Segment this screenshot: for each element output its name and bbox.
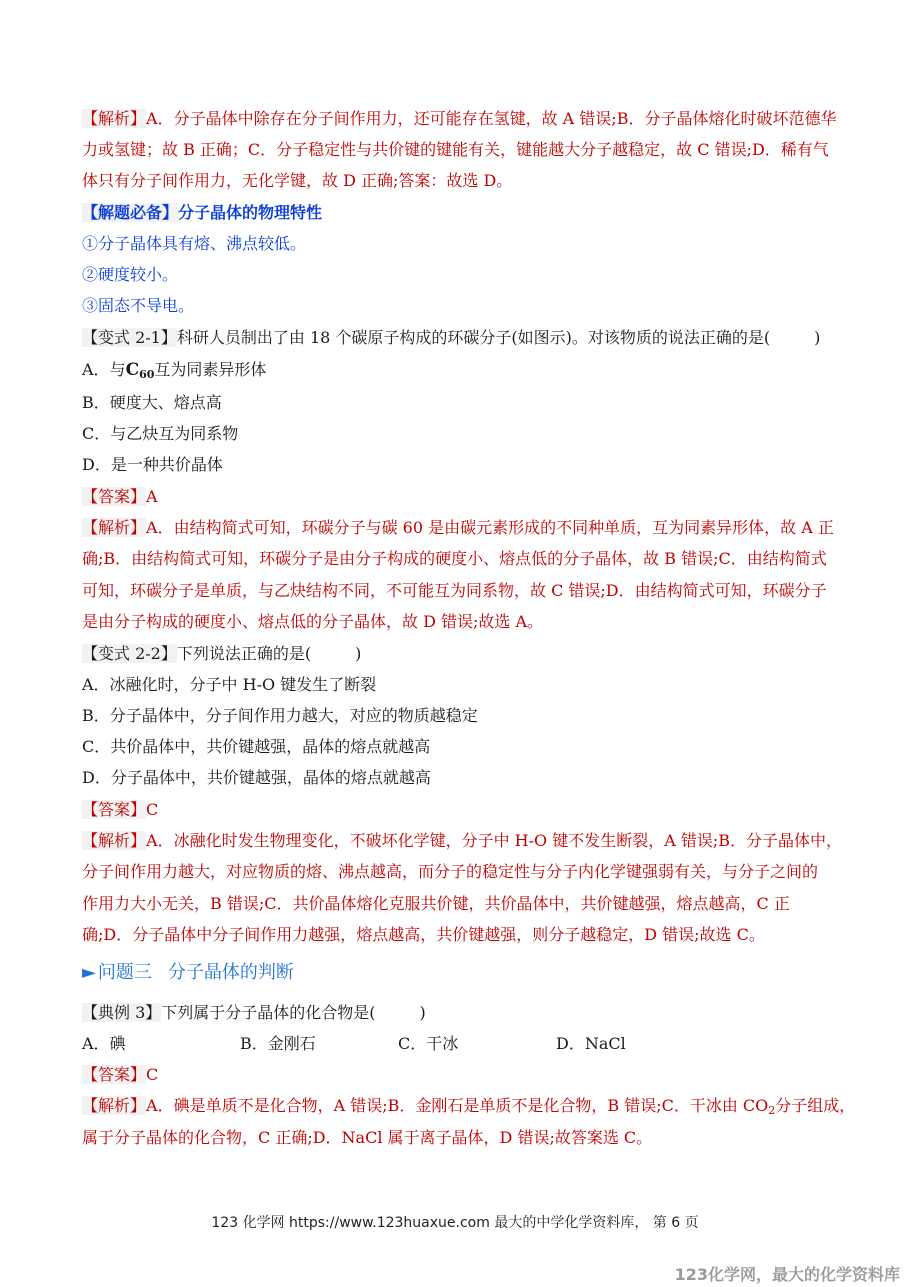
option-a: A．碘	[82, 1034, 126, 1053]
question-tag: 【典例 3】	[82, 1003, 162, 1022]
analysis-line: 力或氢键；故 B 正确；C．分子稳定性与共价键的键能有关，键能越大分子越稳定，故 C 错误;D．稀有气	[82, 140, 829, 159]
question-tag: 【变式 2-1】	[82, 328, 177, 347]
analysis-line: 【解析】A．冰融化时发生物理变化，不破坏化学键，分子中 H-O 键不发生断裂，A 错误;B．分子晶体中，	[82, 831, 843, 850]
analysis-line: 【解析】A．分子晶体中除存在分子间作用力，还可能存在氢键，故 A 错误;B．分子晶体熔化时破坏范德华	[82, 109, 837, 128]
option-a: A．冰融化时，分子中 H-O 键发生了断裂	[82, 675, 377, 694]
analysis-tag: 【解析】	[82, 1096, 147, 1115]
question-tag: 【变式 2-2】	[82, 644, 177, 663]
option-a: A．与$C_{60}$互为同素异形体	[82, 360, 267, 381]
question-stem: 【典例 3】下列属于分子晶体的化合物是( )	[82, 1003, 426, 1022]
analysis-line: 确;B．由结构简式可知，环碳分子是由分子构成的硬度小、熔点低的分子晶体，故 B 错误;C．由结构简式	[82, 549, 827, 568]
prep-item: ③固态不导电。	[82, 296, 195, 315]
answer-line	[82, 486, 842, 508]
option-c: C．与乙炔互为同系物	[82, 424, 239, 443]
answer-value: A	[146, 487, 158, 506]
prep-item: ②硬度较小。	[82, 265, 179, 284]
options-row	[82, 1033, 842, 1055]
question-stem: 【变式 2-1】科研人员制出了由 18 个碳原子构成的环碳分子(如图示)。对该物质的说法正确的是( )	[82, 328, 821, 347]
analysis-line: 作用力大小无关，B 错误;C．共价晶体熔化克服共价键，共价晶体中，共价键越强，熔点越高，C 正	[82, 894, 790, 913]
answer-line	[82, 799, 842, 821]
option-d: D．NaCl	[556, 1034, 626, 1053]
option-b: B．金刚石	[240, 1034, 316, 1053]
option-c: C．共价晶体中，共价键越强，晶体的熔点就越高	[82, 737, 431, 756]
analysis-tag: 【解析】	[82, 831, 147, 850]
analysis-line: 可知，环碳分子是单质，与乙炔结构不同，不可能互为同系物，故 C 错误;D．由结构简式可知，环碳分子	[82, 581, 827, 600]
answer-value: C	[146, 800, 159, 819]
section-title: 分子晶体的判断	[167, 962, 294, 983]
analysis-line: 【解析】A．由结构简式可知，环碳分子与碳 60 是由碳元素形成的不同种单质，互为同素异形体，故 A 正	[82, 518, 834, 537]
analysis-line: 确;D．分子晶体中分子间作用力越强，熔点越高，共价键越强，则分子越稳定，D 错误;故选 C。	[82, 925, 765, 944]
analysis-line: 【解析】A．碘是单质不是化合物，A 错误;B．金刚石是单质不是化合物，B 错误;C．干冰由 $CO_2$分子组成，	[82, 1096, 856, 1117]
answer-tag: 【答案】	[82, 800, 147, 819]
section-heading	[82, 961, 294, 985]
option-b: B．分子晶体中，分子间作用力越大，对应的物质越稳定	[82, 706, 478, 725]
section-label: 问题三	[97, 962, 152, 983]
option-c: C．干冰	[398, 1034, 459, 1053]
triangle-marker-icon: ►	[82, 962, 96, 983]
analysis-line: 属于分子晶体的化合物，C 正确;D．NaCl 属于离子晶体，D 错误;故答案选 C。	[82, 1128, 653, 1147]
option-b: B．硬度大、熔点高	[82, 393, 222, 412]
question-stem: 【变式 2-2】下列说法正确的是( )	[82, 644, 362, 663]
analysis-tag: 【解析】	[82, 518, 147, 537]
analysis-line: 是由分子构成的硬度小、熔点低的分子晶体，故 D 错误;故选 A。	[82, 612, 544, 631]
prep-title: 分子晶体的物理特性	[178, 203, 323, 222]
answer-line	[82, 1064, 842, 1086]
answer-tag: 【答案】	[82, 487, 147, 506]
prep-tag: 【解题必备】	[82, 203, 179, 222]
answer-value: C	[146, 1065, 159, 1084]
analysis-line: 体只有分子间作用力，无化学键，故 D 正确;答案：故选 D。	[82, 171, 513, 190]
answer-tag: 【答案】	[82, 1065, 147, 1084]
analysis-line: 分子间作用力越大，对应物质的熔、沸点越高，而分子的稳定性与分子内化学键强弱有关，与分子之间的	[82, 862, 819, 881]
analysis-tag: 【解析】	[82, 109, 147, 128]
option-d: D．分子晶体中，共价键越强，晶体的熔点就越高	[82, 768, 431, 787]
option-d: D．是一种共价晶体	[82, 455, 223, 474]
prep-item: ①分子晶体具有熔、沸点较低。	[82, 234, 307, 253]
page-footer: 123 化学网 https://www.123huaxue.com 最大的中学化学资料库， 第 6 页	[211, 1215, 699, 1231]
prep-heading	[82, 202, 842, 224]
watermark: 123化学网，最大的化学资料库	[674, 1265, 900, 1284]
